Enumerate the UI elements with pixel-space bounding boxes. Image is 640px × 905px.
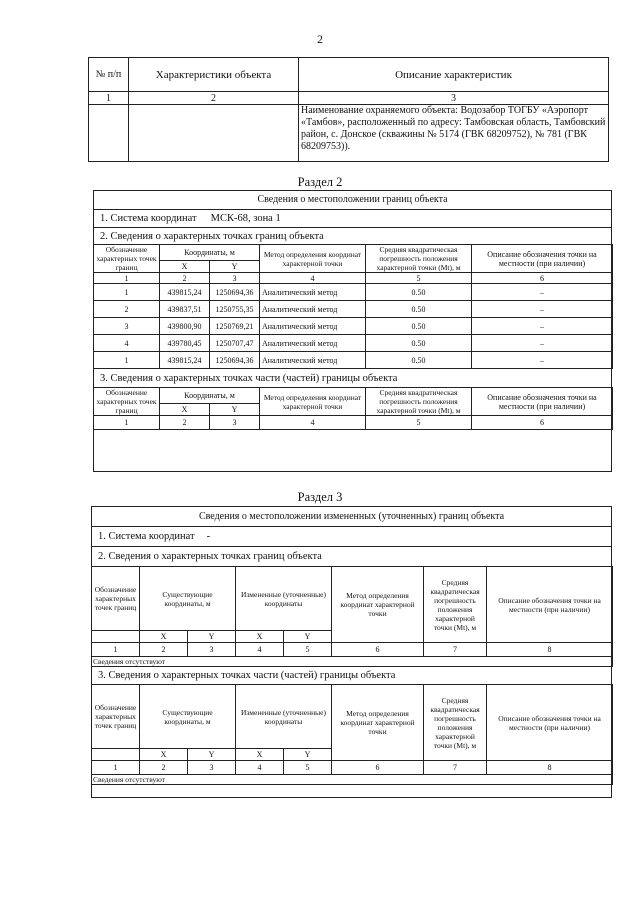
header-characteristics: Характеристики объекта [129, 58, 299, 92]
point-method: Аналитический метод [260, 318, 366, 335]
header-changed: Измененные (уточненные) координаты [236, 685, 332, 749]
col-num: 1 [92, 761, 140, 775]
point-mt: 0.50 [366, 318, 472, 335]
col-number-2: 2 [129, 92, 299, 105]
point-x: 439780,45 [160, 335, 210, 352]
point-method: Аналитический метод [260, 335, 366, 352]
header-y: Y [284, 749, 332, 761]
table-row [94, 318, 613, 335]
section-3-title: Раздел 3 [297, 490, 343, 504]
point-desc: – [472, 352, 613, 369]
header-x: X [236, 631, 284, 643]
col-number-3: 3 [299, 92, 609, 105]
point-x: 439837,51 [160, 301, 210, 318]
section-2-parts-heading: 3. Сведения о характерных точках части (частей) границы объекта [100, 372, 398, 384]
point-mt: 0.50 [366, 352, 472, 369]
header-changed: Измененные (уточненные) координаты [236, 567, 332, 631]
header-designation: Обозначение характерных точек границ [92, 567, 140, 631]
header-existing: Существующие координаты, м [140, 685, 236, 749]
header-coords: Координаты, м [160, 388, 260, 404]
header-description: Описание обозначения точки на местности (при наличии) [487, 685, 613, 761]
col-num: 1 [94, 273, 160, 284]
col-num: 5 [284, 761, 332, 775]
point-desc: – [472, 318, 613, 335]
header-x: X [236, 749, 284, 761]
col-num: 6 [332, 643, 424, 657]
header-method: Метод определения координат характерной точки [332, 685, 424, 761]
point-method: Аналитический метод [260, 284, 366, 301]
section-2-coord-system [94, 209, 611, 227]
col-num: 6 [472, 416, 613, 430]
coord-system-value: МСК-68, зона 1 [210, 213, 281, 224]
boundary-points-table [93, 244, 613, 369]
header-y: Y [210, 260, 260, 272]
point-x: 439800,90 [160, 318, 210, 335]
point-y: 1250694,36 [210, 284, 260, 301]
header-rmse: Средняя квадратическая погрешность положения характерной точки (Mt), м [424, 567, 487, 643]
coord-system-label: 1. Система координат [98, 531, 195, 542]
changed-points-table [91, 566, 613, 667]
section-3-points-heading: 2. Сведения о характерных точках границ объекта [92, 546, 611, 566]
point-desc: – [472, 301, 613, 318]
coord-system-value: - [206, 531, 211, 542]
point-number: 1 [94, 352, 160, 369]
header-x: X [160, 260, 210, 272]
header-y: Y [210, 404, 260, 416]
col-num: 8 [487, 643, 613, 657]
table-row [94, 284, 613, 301]
header-designation: Обозначение характерных точек границ [94, 388, 160, 416]
header-designation: Обозначение характерных точек границ [92, 685, 140, 749]
section-3-coord-system [92, 526, 611, 546]
col-num: 8 [487, 761, 613, 775]
point-number: 3 [94, 318, 160, 335]
table-row [94, 352, 613, 369]
point-mt: 0.50 [366, 284, 472, 301]
col-num: 2 [140, 761, 188, 775]
header-existing: Существующие координаты, м [140, 567, 236, 631]
header-y: Y [284, 631, 332, 643]
point-y: 1250707,47 [210, 335, 260, 352]
header-method: Метод определения координат характерной точки [260, 388, 366, 416]
point-number: 2 [94, 301, 160, 318]
header-rmse: Средняя квадратическая погрешность положения характерной точки (Mt), м [366, 245, 472, 273]
point-number: 4 [94, 335, 160, 352]
point-method: Аналитический метод [260, 301, 366, 318]
col-num: 5 [366, 416, 472, 430]
col-num: 7 [424, 761, 487, 775]
col-num: 1 [94, 416, 160, 430]
col-num: 7 [424, 643, 487, 657]
header-description: Описание обозначения точки на местности (при наличии) [472, 245, 613, 273]
section-3-parts-heading: 3. Сведения о характерных точках части (частей) границы объекта [98, 670, 396, 681]
point-y: 1250769,21 [210, 318, 260, 335]
header-description: Описание обозначения точки на местности (при наличии) [487, 567, 613, 643]
col-num: 5 [284, 643, 332, 657]
changed-part-points-table [91, 684, 613, 785]
section-3-box [91, 506, 612, 798]
object-characteristics-table [88, 57, 609, 162]
point-desc: – [472, 335, 613, 352]
point-x: 439815,24 [160, 284, 210, 301]
point-desc: – [472, 284, 613, 301]
col-num: 4 [260, 416, 366, 430]
table-row [94, 301, 613, 318]
col-num: 2 [160, 273, 210, 284]
col-num: 5 [366, 273, 472, 284]
col-num: 2 [160, 416, 210, 430]
point-method: Аналитический метод [260, 352, 366, 369]
section-2-points-heading: 2. Сведения о характерных точках границ объекта [94, 227, 611, 244]
col-num: 6 [472, 273, 613, 284]
header-method: Метод определения координат характерной точки [332, 567, 424, 643]
col-num: 3 [188, 761, 236, 775]
header-description: Описание характеристик [299, 58, 609, 92]
header-rmse: Средняя квадратическая погрешность положения характерной точки (Mt), м [366, 388, 472, 416]
col-num: 4 [260, 273, 366, 284]
page-number: 2 [317, 32, 323, 46]
col-num: 4 [236, 761, 284, 775]
point-y: 1250755,35 [210, 301, 260, 318]
col-number-1: 1 [89, 92, 129, 105]
header-x: X [140, 749, 188, 761]
coord-system-label: 1. Система координат [100, 213, 197, 224]
point-mt: 0.50 [366, 301, 472, 318]
point-mt: 0.50 [366, 335, 472, 352]
header-y: Y [188, 631, 236, 643]
header-x: X [140, 631, 188, 643]
point-y: 1250694,36 [210, 352, 260, 369]
col-num: 1 [92, 643, 140, 657]
header-x: X [160, 404, 210, 416]
point-x: 439815,24 [160, 352, 210, 369]
table-row [94, 335, 613, 352]
col-num: 3 [210, 273, 260, 284]
header-description: Описание обозначения точки на местности (при наличии) [472, 388, 613, 416]
section-2-header: Сведения о местоположении границ объекта [257, 194, 448, 205]
section-2-title: Раздел 2 [297, 175, 343, 189]
header-number: № п/п [89, 58, 129, 92]
header-designation: Обозначение характерных точек границ [94, 245, 160, 273]
col-num: 6 [332, 761, 424, 775]
absent-note: Сведения отсутствуют [92, 775, 613, 785]
header-y: Y [188, 749, 236, 761]
header-method: Метод определения координат характерной точки [260, 245, 366, 273]
col-num: 3 [188, 643, 236, 657]
object-description: Наименование охраняемого объекта: Водозабор ТОГБУ «Аэропорт «Тамбов», расположенный по адресу: Тамбовская область, Тамбовский район, с. Донское (скважины № 5174 (ГВК 68209752), № 781 (ГВК 68209753)). [299, 105, 609, 162]
col-num: 3 [210, 416, 260, 430]
header-coords: Координаты, м [160, 245, 260, 261]
section-2-box [93, 190, 612, 472]
section-3-header: Сведения о местоположении измененных (уточненных) границ объекта [198, 511, 505, 522]
col-num: 4 [236, 643, 284, 657]
point-number: 1 [94, 284, 160, 301]
absent-note: Сведения отсутствуют [92, 657, 613, 667]
part-points-table [93, 387, 613, 430]
col-num: 2 [140, 643, 188, 657]
header-rmse: Средняя квадратическая погрешность положения характерной точки (Mt), м [424, 685, 487, 761]
